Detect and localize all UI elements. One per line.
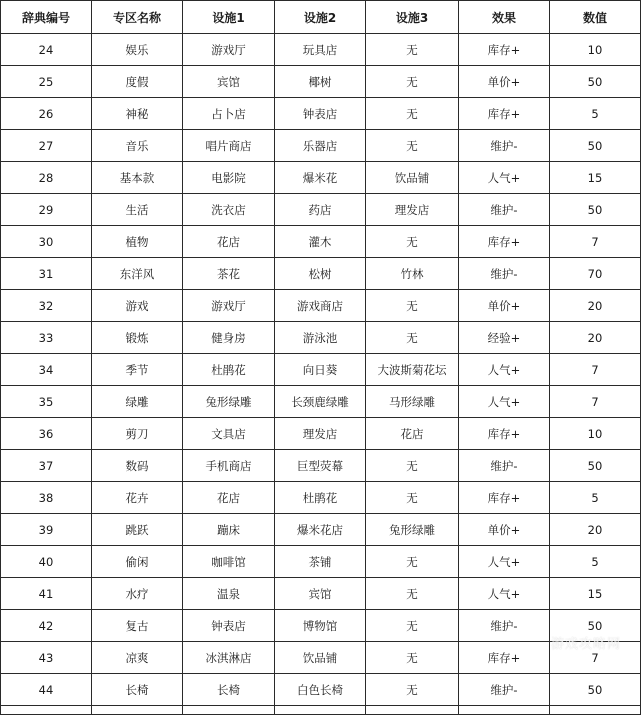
facility-1-cell: 占卜店 — [183, 98, 275, 130]
facility-1-cell: 花店 — [183, 482, 275, 514]
table-row — [1, 194, 641, 226]
facility-2-cell: 松树 — [275, 258, 366, 290]
id-cell: 34 — [1, 354, 92, 386]
table-row — [1, 130, 641, 162]
facility-3-cell: 无 — [366, 290, 459, 322]
facility-3-cell: 花店 — [366, 418, 459, 450]
table-row — [1, 642, 641, 674]
value-cell: 15 — [550, 578, 641, 610]
effect-cell: 单价+ — [459, 66, 550, 98]
facility-3-cell: 饮品铺 — [366, 162, 459, 194]
facility-1-cell: 长椅 — [183, 674, 275, 706]
effect-cell: 维护- — [459, 130, 550, 162]
value-cell: 50 — [550, 66, 641, 98]
value-cell: 20 — [550, 514, 641, 546]
effect-cell: 人气+ — [459, 578, 550, 610]
effect-cell: 人气+ — [459, 354, 550, 386]
effect-cell: 单价+ — [459, 290, 550, 322]
facility-2-cell: 理发店 — [275, 418, 366, 450]
table-row — [1, 322, 641, 354]
id-cell: 40 — [1, 546, 92, 578]
value-cell: 10 — [550, 418, 641, 450]
facility-3-cell: 无 — [366, 130, 459, 162]
zone-cell: 偷闲 — [92, 546, 183, 578]
table-body — [1, 34, 641, 715]
value-cell: 15 — [550, 162, 641, 194]
zone-cell: 生活 — [92, 194, 183, 226]
facility-1-cell: 游戏厅 — [183, 290, 275, 322]
facility-1-cell: 杜鹃花 — [183, 354, 275, 386]
zone-cell: 基本款 — [92, 162, 183, 194]
facility-1-cell: 宾馆 — [183, 66, 275, 98]
zone-cell: 复古 — [92, 610, 183, 642]
value-cell: 7 — [550, 354, 641, 386]
table-row — [1, 258, 641, 290]
id-cell: 31 — [1, 258, 92, 290]
effect-cell: 库存+ — [459, 98, 550, 130]
id-cell: 42 — [1, 610, 92, 642]
zone-cell: 水疗 — [92, 578, 183, 610]
facility-1-cell: 手机商店 — [183, 450, 275, 482]
zone-cell: 跳跃 — [92, 514, 183, 546]
table-row — [1, 578, 641, 610]
zone-cell: 数码 — [92, 450, 183, 482]
facility-3-cell: 无 — [366, 642, 459, 674]
value-cell: 7 — [550, 386, 641, 418]
effect-cell: 维护- — [459, 610, 550, 642]
effect-cell: 维护- — [459, 258, 550, 290]
facility-1-cell: 兔形绿雕 — [183, 386, 275, 418]
table-row — [1, 546, 641, 578]
facility-2-cell: 饮品铺 — [275, 642, 366, 674]
watermark: 游戏攻略网 — [550, 637, 621, 652]
zone-cell: 娱乐 — [92, 34, 183, 66]
facility-2-cell: 杜鹃花 — [275, 482, 366, 514]
value-cell: 50 — [550, 610, 641, 642]
facility-3-cell: 无 — [366, 578, 459, 610]
table-row-partial — [1, 706, 641, 715]
facility-3-cell: 兔形绿雕 — [366, 514, 459, 546]
facility-2-cell: 长颈鹿绿雕 — [275, 386, 366, 418]
value-cell: 70 — [550, 258, 641, 290]
value-cell: 50 — [550, 450, 641, 482]
facility-3-cell: 理发店 — [366, 194, 459, 226]
facility-3-cell: 无 — [366, 66, 459, 98]
facility-2-cell: 爆米花店 — [275, 514, 366, 546]
id-cell: 29 — [1, 194, 92, 226]
value-cell: 50 — [550, 194, 641, 226]
id-cell: 26 — [1, 98, 92, 130]
effect-cell: 单价+ — [459, 514, 550, 546]
value-cell: 5 — [550, 482, 641, 514]
facility-1-cell: 温泉 — [183, 578, 275, 610]
facility-1-cell: 花店 — [183, 226, 275, 258]
zone-cell: 植物 — [92, 226, 183, 258]
value-cell: 7 — [550, 226, 641, 258]
facility-3-cell: 无 — [366, 226, 459, 258]
facility-1-cell: 钟表店 — [183, 610, 275, 642]
zone-cell: 剪刀 — [92, 418, 183, 450]
column-header-facility-1: 设施1 — [183, 1, 275, 34]
facility-1-cell: 唱片商店 — [183, 130, 275, 162]
value-cell: 7 — [550, 642, 641, 674]
effect-cell: 经验+ — [459, 322, 550, 354]
column-header-facility-2: 设施2 — [275, 1, 366, 34]
table-row — [1, 354, 641, 386]
facility-1-cell: 冰淇淋店 — [183, 642, 275, 674]
id-cell: 27 — [1, 130, 92, 162]
facility-1-cell: 文具店 — [183, 418, 275, 450]
id-cell: 28 — [1, 162, 92, 194]
zone-cell: 长椅 — [92, 674, 183, 706]
column-header-id: 辞典编号 — [1, 1, 92, 34]
effect-cell: 维护- — [459, 674, 550, 706]
table-row — [1, 674, 641, 706]
facility-2-cell: 游戏商店 — [275, 290, 366, 322]
value-cell: 50 — [550, 130, 641, 162]
facility-2-cell: 玩具店 — [275, 34, 366, 66]
facility-3-cell: 无 — [366, 450, 459, 482]
value-cell: 10 — [550, 34, 641, 66]
facility-2-cell: 椰树 — [275, 66, 366, 98]
facility-2-cell: 爆米花 — [275, 162, 366, 194]
id-cell: 43 — [1, 642, 92, 674]
effect-cell: 库存+ — [459, 482, 550, 514]
table-row — [1, 386, 641, 418]
table-row — [1, 226, 641, 258]
facility-3-cell: 无 — [366, 610, 459, 642]
effect-cell: 人气+ — [459, 162, 550, 194]
facility-2-cell: 向日葵 — [275, 354, 366, 386]
effect-cell: 维护- — [459, 194, 550, 226]
id-cell: 41 — [1, 578, 92, 610]
effect-cell: 人气+ — [459, 546, 550, 578]
table-row — [1, 290, 641, 322]
value-cell: 20 — [550, 322, 641, 354]
zone-cell: 音乐 — [92, 130, 183, 162]
facility-2-cell: 茶铺 — [275, 546, 366, 578]
id-cell: 25 — [1, 66, 92, 98]
table-row — [1, 482, 641, 514]
table-row — [1, 66, 641, 98]
zone-cell: 季节 — [92, 354, 183, 386]
zone-cell: 绿雕 — [92, 386, 183, 418]
facility-3-cell: 无 — [366, 34, 459, 66]
facility-3-cell: 无 — [366, 322, 459, 354]
effect-cell: 库存+ — [459, 418, 550, 450]
facility-3-cell: 无 — [366, 98, 459, 130]
column-header-effect: 效果 — [459, 1, 550, 34]
table-row — [1, 162, 641, 194]
facility-3-cell: 无 — [366, 674, 459, 706]
id-cell: 35 — [1, 386, 92, 418]
facility-1-cell: 洗衣店 — [183, 194, 275, 226]
id-cell: 33 — [1, 322, 92, 354]
facility-2-cell: 博物馆 — [275, 610, 366, 642]
facility-3-cell: 无 — [366, 546, 459, 578]
table-row — [1, 34, 641, 66]
id-cell: 38 — [1, 482, 92, 514]
zone-cell: 度假 — [92, 66, 183, 98]
zone-cell: 凉爽 — [92, 642, 183, 674]
zone-cell: 花卉 — [92, 482, 183, 514]
facility-2-cell: 白色长椅 — [275, 674, 366, 706]
effect-cell: 库存+ — [459, 642, 550, 674]
facility-1-cell: 茶花 — [183, 258, 275, 290]
facility-2-cell: 游泳池 — [275, 322, 366, 354]
facility-1-cell: 游戏厅 — [183, 34, 275, 66]
table-row — [1, 98, 641, 130]
facility-3-cell: 马形绿雕 — [366, 386, 459, 418]
zone-cell: 东洋风 — [92, 258, 183, 290]
effect-cell: 库存+ — [459, 226, 550, 258]
column-header-value: 数值 — [550, 1, 641, 34]
effect-cell: 人气+ — [459, 386, 550, 418]
id-cell: 44 — [1, 674, 92, 706]
facility-3-cell: 竹林 — [366, 258, 459, 290]
facility-1-cell: 蹦床 — [183, 514, 275, 546]
table-row — [1, 514, 641, 546]
facility-2-cell: 钟表店 — [275, 98, 366, 130]
value-cell: 5 — [550, 98, 641, 130]
value-cell: 20 — [550, 290, 641, 322]
zone-cell: 神秘 — [92, 98, 183, 130]
value-cell: 50 — [550, 674, 641, 706]
table-row — [1, 610, 641, 642]
column-header-zone: 专区名称 — [92, 1, 183, 34]
id-cell: 24 — [1, 34, 92, 66]
id-cell: 30 — [1, 226, 92, 258]
facility-2-cell: 药店 — [275, 194, 366, 226]
effect-cell: 库存+ — [459, 34, 550, 66]
facility-2-cell: 巨型荧幕 — [275, 450, 366, 482]
id-cell: 37 — [1, 450, 92, 482]
facility-1-cell: 咖啡馆 — [183, 546, 275, 578]
table-row — [1, 418, 641, 450]
facility-1-cell: 健身房 — [183, 322, 275, 354]
facility-1-cell: 电影院 — [183, 162, 275, 194]
facility-3-cell: 大波斯菊花坛 — [366, 354, 459, 386]
zone-cell: 锻炼 — [92, 322, 183, 354]
value-cell: 5 — [550, 546, 641, 578]
facility-3-cell: 无 — [366, 482, 459, 514]
table-row — [1, 450, 641, 482]
column-header-facility-3: 设施3 — [366, 1, 459, 34]
id-cell: 32 — [1, 290, 92, 322]
effect-cell: 维护- — [459, 450, 550, 482]
facility-2-cell: 灌木 — [275, 226, 366, 258]
header-row — [1, 1, 641, 34]
facility-2-cell: 乐器店 — [275, 130, 366, 162]
zone-cell: 游戏 — [92, 290, 183, 322]
facility-2-cell: 宾馆 — [275, 578, 366, 610]
id-cell: 39 — [1, 514, 92, 546]
id-cell: 36 — [1, 418, 92, 450]
